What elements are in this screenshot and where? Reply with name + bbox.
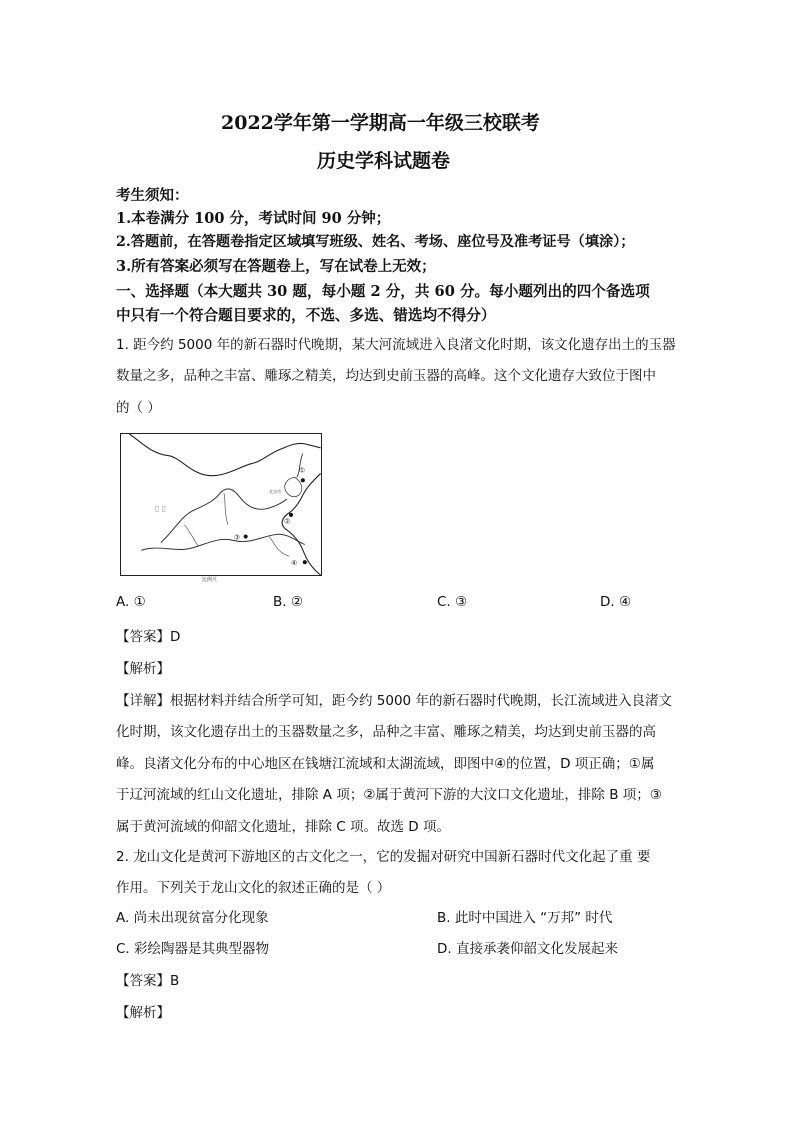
bohai-outline	[285, 477, 302, 496]
q1-analysis-label: 【解析】	[116, 661, 170, 677]
q1-detail-line-4: 于辽河流域的红山文化遗址，排除 A 项；②属于黄河下游的大汶口文化遗址，排除 B 项；③	[116, 787, 662, 803]
exam-title: 2022学年第一学期高一年级三校联考	[221, 112, 540, 134]
map-marker-4-dot	[303, 560, 307, 564]
q1-option-d: D. ④	[600, 594, 632, 610]
yangtze-river	[141, 534, 305, 550]
tributary-1	[185, 525, 199, 547]
q1-map-figure	[120, 433, 322, 576]
map-marker-1-dot	[301, 478, 305, 482]
map-city-label: 北京市	[269, 489, 282, 495]
q1-option-a: A. ①	[116, 594, 146, 610]
yellow-river	[161, 489, 287, 543]
map-marker-1-label: ①	[298, 466, 306, 475]
q1-stem-line-3: 的（ ）	[116, 400, 161, 416]
q1-detail-line-1: 【详解】根据材料并结合所学可知，距今约 5000 年的新石器时代晚期，长江流域进入良渚文	[116, 693, 672, 709]
subject-title: 历史学科试题卷	[317, 150, 451, 172]
notice-item-2: 2.答题前，在答题卷指定区域填写班级、姓名、考场、座位号及准考证号（填涂）；	[116, 234, 635, 250]
q2-stem-line-1: 2. 龙山文化是黄河下游地区的古文化之一，它的发掘对研究中国新石器时代文化起了重 要	[116, 849, 651, 865]
q2-option-a: A. 尚未出现贫富分化现象	[116, 910, 269, 926]
q1-detail-line-5: 属于黄河流域的仰韶文化遗址，排除 C 项。故选 D 项。	[116, 819, 450, 835]
q2-answer: 【答案】B	[116, 973, 180, 989]
tributary-2	[224, 493, 228, 525]
q2-analysis-label: 【解析】	[116, 1005, 170, 1021]
northern-border	[129, 434, 320, 476]
tributary-3	[269, 537, 289, 557]
map-scale-label: 比例尺	[202, 577, 218, 583]
q2-option-b: B. 此时中国进入 “万邦” 时代	[437, 910, 613, 926]
map-marker-3-dot	[244, 534, 248, 538]
map-marker-2-dot	[289, 513, 293, 517]
section-instruction-line-1: 一、选择题（本大题共 30 题，每小题 2 分，共 60 分。每小题列出的四个备选项	[116, 283, 650, 300]
q1-stem-line-2: 数量之多，品种之丰富、雕琢之精美，均达到史前玉器的高峰。这个文化遗存大致位于图中	[116, 368, 656, 384]
q1-detail-line-2: 化时期，该文化遗存出土的玉器数量之多，品种之丰富、雕琢之精美，均达到史前玉器的高	[116, 724, 656, 740]
china-map-sketch	[121, 434, 321, 575]
section-instruction-line-2: 中只有一个符合题目要求的，不选、多选、错选均不得分）	[116, 307, 496, 324]
notice-item-3: 3.所有答案必须写在答题卷上，写在试卷上无效；	[116, 258, 436, 275]
map-marker-3-label: ③	[233, 533, 241, 542]
notice-item-1: 1.本卷满分 100 分，考试时间 90 分钟；	[116, 210, 391, 227]
q2-stem-line-2: 作用。下列关于龙山文化的叙述正确的是（ ）	[116, 880, 391, 896]
q1-detail-line-3: 峰。良渚文化分布的中心地区在钱塘江流域和太湖流域，即图中④的位置，D 项正确；①属	[116, 756, 655, 772]
q2-option-d: D. 直接承袭仰韶文化发展起来	[437, 941, 618, 957]
q2-option-c: C. 彩绘陶器是其典型器物	[116, 941, 270, 957]
q1-option-c: C. ③	[437, 594, 468, 610]
q1-option-b: B. ②	[273, 594, 303, 610]
notice-heading: 考生须知：	[116, 187, 189, 204]
map-marker-4-label: ④	[291, 559, 298, 568]
q1-answer: 【答案】D	[116, 629, 181, 645]
q1-stem-line-1: 1. 距今约 5000 年的新石器时代晚期，某大河流域进入良渚文化时期，该文化遗存出土的玉器	[116, 337, 676, 353]
faint-map-text: ▯ ▯	[154, 503, 167, 513]
map-marker-2-label: ②	[284, 517, 291, 526]
